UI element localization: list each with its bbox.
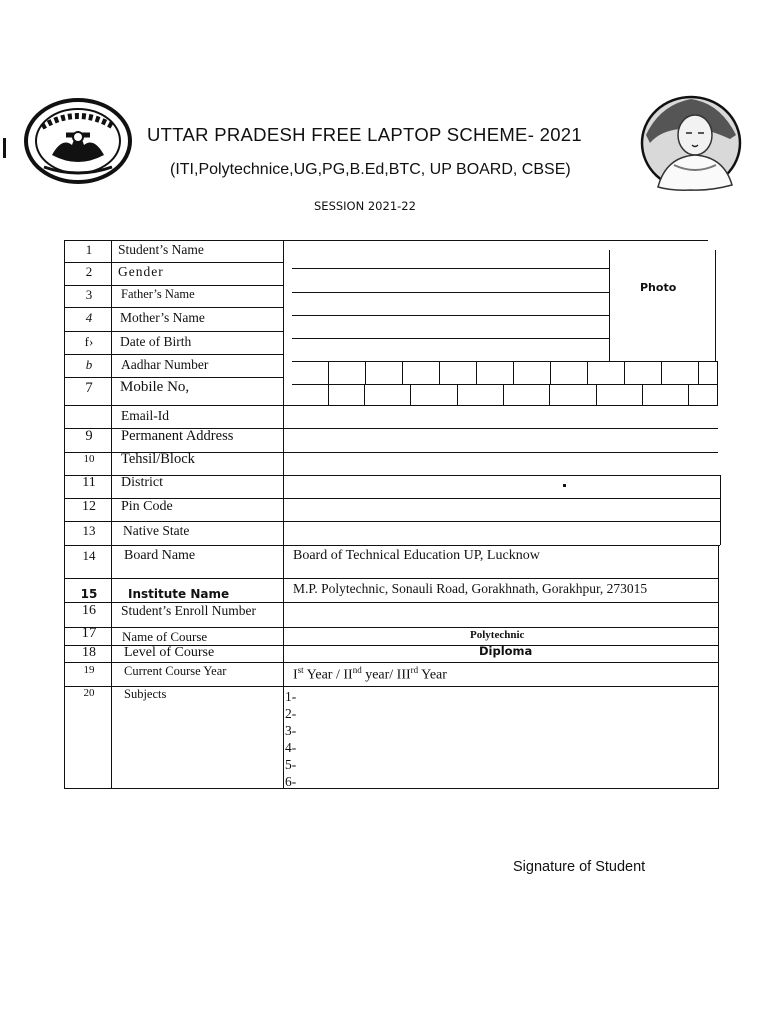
row-number: 10 — [83, 453, 95, 465]
field-label-district: District — [121, 475, 163, 490]
row-number: 17 — [81, 625, 97, 641]
field-label-aadhar-number: Aadhar Number — [121, 357, 209, 372]
form-subtitle: (ITI,Polytechnice,UG,PG,B.Ed,BTC, UP BOARD, CBSE) — [170, 161, 571, 178]
row-number: 2 — [85, 264, 93, 279]
board-name-value: Board of Technical Education UP, Lucknow — [293, 548, 540, 563]
field-label-date-of-birth: Date of Birth — [120, 334, 192, 349]
row-number: 16 — [82, 603, 96, 618]
field-label-email-id: Email-Id — [121, 408, 169, 423]
subject-line-4: 4- — [285, 740, 297, 755]
field-label-permanent-address: Permanent Address — [121, 428, 234, 444]
student-signature-label: Signature of Student — [513, 859, 646, 875]
course-year-options: Ist Year / IInd year/ IIIrd Year — [293, 665, 447, 683]
field-label-native-state: Native State — [123, 523, 190, 538]
row-number: 3 — [85, 287, 93, 302]
row-number: 9 — [85, 428, 93, 444]
row-number: 18 — [82, 645, 96, 660]
field-label-mother-name: Mother’s Name — [120, 310, 205, 325]
row-number: 4 — [85, 310, 93, 325]
form-title: UTTAR PRADESH FREE LAPTOP SCHEME- 2021 — [147, 124, 582, 145]
session-label: SESSION 2021-22 — [314, 199, 416, 213]
field-label-gender: Gender — [118, 264, 164, 279]
row-number: b — [85, 357, 93, 372]
subject-line-3: 3- — [285, 723, 297, 738]
stray-mark — [563, 484, 566, 487]
field-label-father-name: Father’s Name — [121, 287, 195, 301]
field-label-student-name: Student’s Name — [118, 242, 204, 257]
subject-line-6: 6- — [285, 774, 297, 789]
field-label-level-of-course: Level of Course — [124, 645, 215, 660]
field-label-enroll-number: Student’s Enroll Number — [121, 603, 256, 618]
row-number: 1 — [85, 242, 93, 257]
up-government-emblem — [22, 97, 134, 185]
field-label-name-of-course: Name of Course — [122, 629, 208, 644]
course-level-value: Diploma — [479, 644, 533, 658]
subject-line-2: 2- — [285, 706, 297, 721]
row-number: f› — [84, 334, 94, 349]
field-label-pin-code: Pin Code — [121, 499, 173, 514]
field-label-board-name: Board Name — [124, 548, 196, 563]
row-number: 12 — [82, 499, 96, 514]
row-number: 19 — [83, 664, 95, 676]
row-number: 15 — [80, 587, 98, 601]
margin-mark — [3, 138, 6, 158]
row-number: 11 — [82, 475, 96, 490]
chief-minister-portrait — [640, 95, 742, 191]
field-label-current-course-year: Current Course Year — [124, 664, 227, 678]
subject-line-5: 5- — [285, 757, 297, 772]
subject-line-1: 1- — [285, 689, 297, 704]
row-number: 7 — [85, 380, 93, 396]
field-label-tehsil-block: Tehsil/Block — [121, 451, 195, 467]
row-number: 14 — [82, 548, 96, 563]
field-label-mobile-no: Mobile No, — [120, 379, 190, 395]
row-number: 20 — [83, 687, 95, 699]
institute-name-value: M.P. Polytechnic, Sonauli Road, Gorakhnath, Gorakhpur, 273015 — [293, 581, 648, 596]
row-number: 13 — [82, 523, 96, 538]
course-name-value: Polytechnic — [470, 629, 525, 641]
field-label-subjects: Subjects — [124, 687, 167, 701]
photo-box-label: Photo — [640, 281, 677, 294]
field-label-institute-name: Institute Name — [128, 587, 230, 601]
